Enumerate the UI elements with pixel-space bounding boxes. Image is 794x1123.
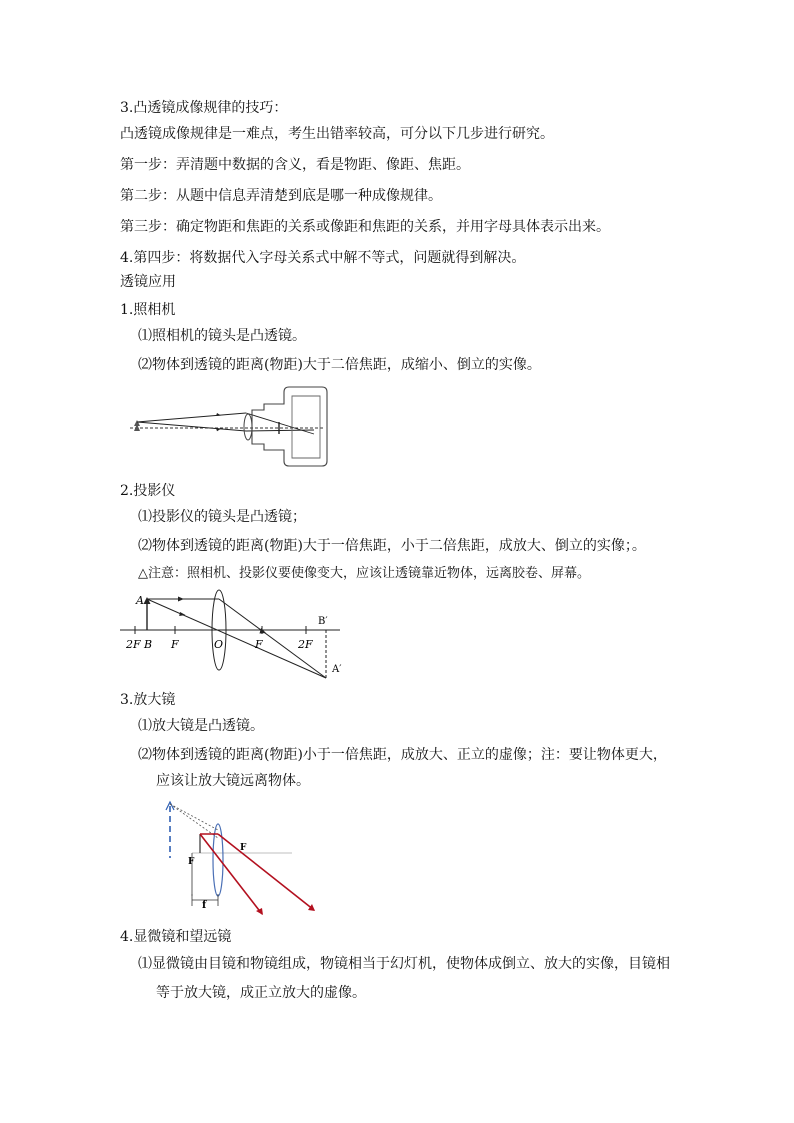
camera-heading: 1.照相机 xyxy=(120,302,176,318)
projector-note: △注意：照相机、投影仪要使像变大，应该让透镜靠近物体，远离胶卷、屏幕。 xyxy=(138,566,590,581)
label-O: O xyxy=(214,638,224,651)
label-A: A xyxy=(136,594,144,607)
projector-point1: ⑴投影仪的镜头是凸透镜； xyxy=(138,509,306,525)
tips-heading: 3.凸透镜成像规律的技巧： xyxy=(120,100,288,116)
magnifier-point2a: ⑵物体到透镜的距离(物距)小于一倍焦距，成放大、正立的虚像；注：要让物体更大， xyxy=(138,747,667,763)
projector-diagram xyxy=(118,586,348,686)
camera-ray-arrow-2-icon xyxy=(216,428,221,431)
label-F-right: F xyxy=(255,638,263,651)
magnifier-point1: ⑴放大镜是凸透镜。 xyxy=(138,718,264,734)
label-B: B xyxy=(144,638,153,651)
magnifier-point2b: 应该让放大镜远离物体。 xyxy=(156,773,310,789)
label-2F-left: 2F xyxy=(126,638,141,651)
projector-point2: ⑵物体到透镜的距离(物距)大于一倍焦距，小于二倍焦距，成放大、倒立的实像；。 xyxy=(138,538,646,554)
camera-lens-icon xyxy=(244,414,252,440)
label-B-prime: B′ xyxy=(318,616,328,627)
microscope-heading: 4.显微镜和望远镜 xyxy=(120,929,232,945)
camera-ray-arrow-icon xyxy=(216,413,221,416)
camera-diagram xyxy=(124,384,334,468)
tips-step3: 第三步：确定物距和焦距的关系或像距和焦距的关系，并用字母具体表示出来。 xyxy=(120,219,610,235)
camera-back-panel-icon xyxy=(292,396,320,458)
ray-arrow-1-icon xyxy=(178,597,184,602)
label-f: f xyxy=(202,900,207,911)
label-F-left: F xyxy=(188,857,195,867)
ray-arrow-2-icon xyxy=(260,628,267,634)
label-2F-right: 2F xyxy=(298,638,313,651)
camera-point1: ⑴照相机的镜头是凸透镜。 xyxy=(138,328,306,344)
camera-point2: ⑵物体到透镜的距离(物距)大于二倍焦距，成缩小、倒立的实像。 xyxy=(138,357,541,373)
projector-heading: 2.投影仪 xyxy=(120,483,176,499)
label-F-left: F xyxy=(171,638,179,651)
red-ray-1 xyxy=(218,834,314,910)
tips-intro: 凸透镜成像规律是一难点，考生出错率较高，可分以下几步进行研究。 xyxy=(120,126,554,142)
tips-step2: 第二步：从题中信息弄清楚到底是哪一种成像规律。 xyxy=(120,188,442,204)
red-ray-arrow-1-icon xyxy=(308,904,315,911)
microscope-point1a: ⑴显微镜由目镜和物镜组成，物镜相当于幻灯机，使物体成倒立、放大的实像，目镜相 xyxy=(138,956,670,972)
red-ray-2 xyxy=(200,834,262,914)
label-F-top: F xyxy=(240,843,247,853)
magnifier-heading: 3.放大镜 xyxy=(120,692,176,708)
tips-step4: 4.第四步：将数据代入字母关系式中解不等式，问题就得到解决。 xyxy=(120,250,526,266)
dashed-extension-2 xyxy=(170,804,218,830)
magnifier-diagram xyxy=(156,796,326,918)
camera-ray-top xyxy=(137,413,246,422)
dashed-extension-1 xyxy=(170,804,218,838)
tips-step1: 第一步：弄清题中数据的含义，看是物距、像距、焦距。 xyxy=(120,157,470,173)
microscope-point1b: 等于放大镜，成正立放大的虚像。 xyxy=(156,985,366,1001)
applications-title: 透镜应用 xyxy=(120,274,176,290)
camera-ray-mid xyxy=(137,422,246,431)
label-A-prime: A′ xyxy=(332,664,342,675)
red-ray-arrow-2-icon xyxy=(256,908,263,915)
